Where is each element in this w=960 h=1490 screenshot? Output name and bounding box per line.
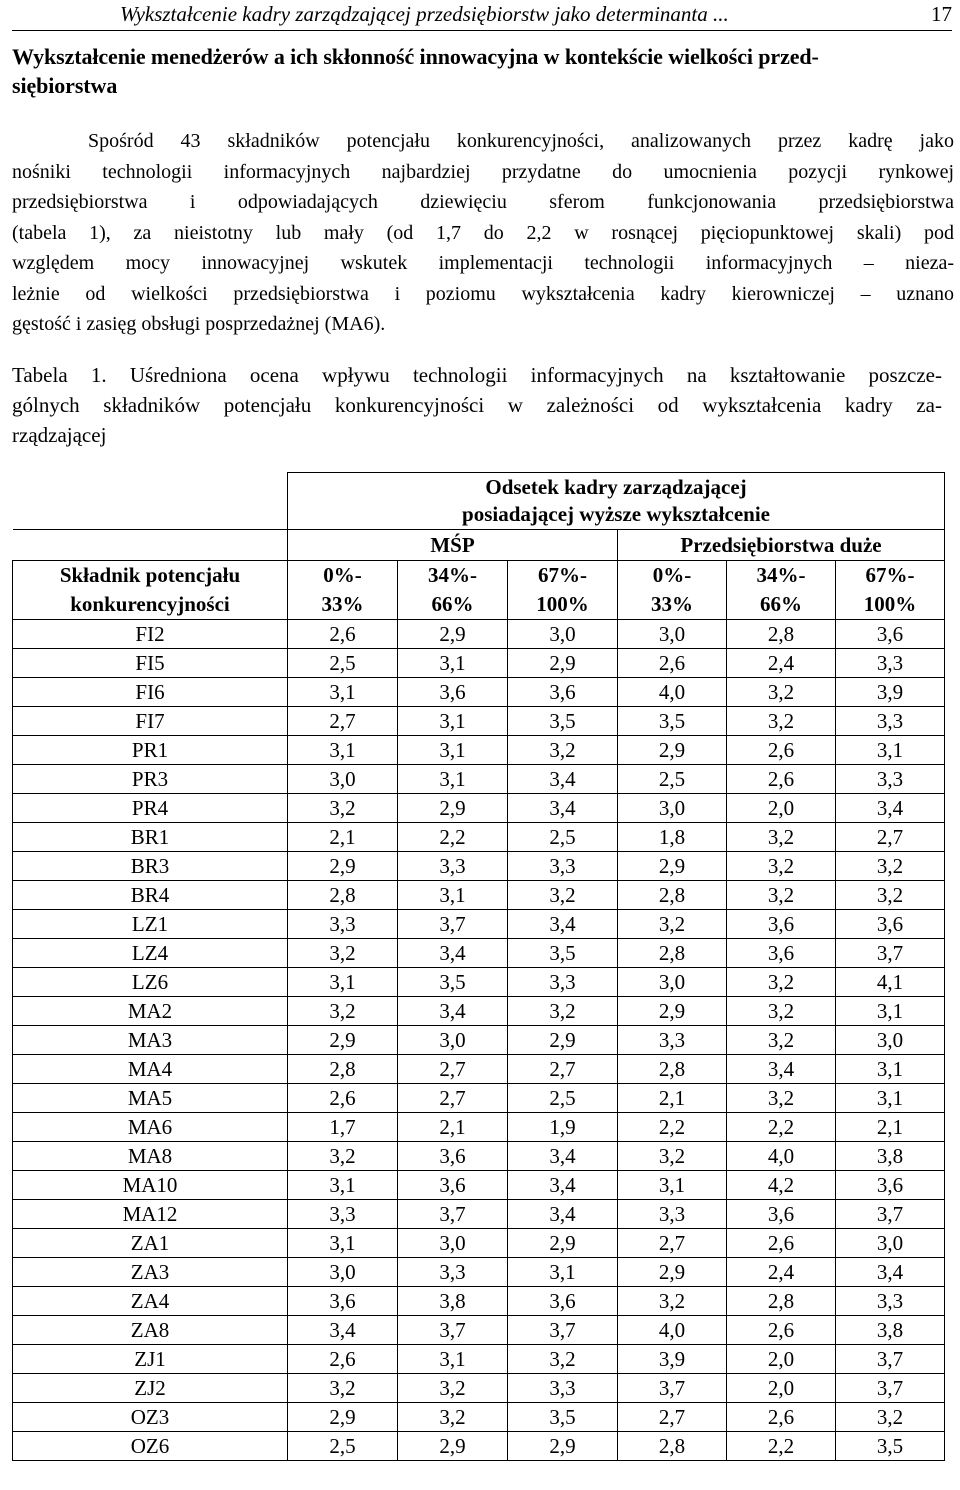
component-code-cell: MA2 xyxy=(13,997,288,1026)
score-cell: 2,1 xyxy=(618,1084,727,1113)
component-code-cell: ZA1 xyxy=(13,1229,288,1258)
group-header-line: Odsetek kadry zarządzającej xyxy=(485,475,747,499)
component-code-cell: MA12 xyxy=(13,1200,288,1229)
score-cell: 3,2 xyxy=(508,997,618,1026)
score-cell: 3,1 xyxy=(836,1055,945,1084)
component-code-cell: PR4 xyxy=(13,794,288,823)
score-cell: 3,1 xyxy=(288,678,398,707)
level-header-cell xyxy=(398,561,508,620)
score-cell: 3,2 xyxy=(836,881,945,910)
score-cell: 3,2 xyxy=(836,1403,945,1432)
component-code-cell: LZ1 xyxy=(13,910,288,939)
body-paragraph xyxy=(12,126,954,340)
score-cell: 3,7 xyxy=(398,1200,508,1229)
score-cell: 3,4 xyxy=(508,1142,618,1171)
score-cell: 3,5 xyxy=(618,707,727,736)
score-cell: 2,5 xyxy=(288,1432,398,1461)
score-cell: 3,6 xyxy=(836,1171,945,1200)
score-cell: 2,2 xyxy=(398,823,508,852)
paragraph-line: względem mocy innowacyjnej wskutek implementacji technologii informacyjnych – nieza- xyxy=(12,252,954,274)
score-cell: 2,9 xyxy=(288,1403,398,1432)
component-code-cell: FI5 xyxy=(13,649,288,678)
score-cell: 3,4 xyxy=(398,939,508,968)
caption-line: Tabela 1. Uśredniona ocena wpływu technologii informacyjnych na kształtowanie poszcze- xyxy=(12,363,942,387)
level-header-line: 34%- xyxy=(756,563,806,587)
row-header-cell xyxy=(13,561,288,620)
page-number: 17 xyxy=(931,2,952,26)
score-cell: 3,8 xyxy=(836,1316,945,1345)
level-header-line: 100% xyxy=(536,592,589,616)
score-cell: 2,6 xyxy=(288,620,398,649)
score-cell: 3,1 xyxy=(288,1229,398,1258)
table-row xyxy=(13,1287,945,1316)
data-table xyxy=(12,472,945,1461)
table-header-row xyxy=(13,561,945,620)
score-cell: 2,8 xyxy=(288,1055,398,1084)
component-code-cell: ZJ1 xyxy=(13,1345,288,1374)
component-code-cell: BR1 xyxy=(13,823,288,852)
score-cell: 3,4 xyxy=(508,765,618,794)
score-cell: 2,8 xyxy=(618,939,727,968)
score-cell: 2,5 xyxy=(288,649,398,678)
score-cell: 2,6 xyxy=(727,765,836,794)
score-cell: 3,7 xyxy=(398,1316,508,1345)
score-cell: 3,1 xyxy=(398,1345,508,1374)
paragraph-line: przedsiębiorstwa i odpowiadających dziewięciu sferom funkcjonowania przedsiębiorstwa xyxy=(12,191,954,213)
running-header xyxy=(12,0,952,31)
score-cell: 4,0 xyxy=(618,1316,727,1345)
score-cell: 3,5 xyxy=(508,939,618,968)
caption-line: gólnych składników potencjału konkurencyjności w zależności od wykształcenia kadry za- xyxy=(12,393,942,417)
score-cell: 2,9 xyxy=(288,1026,398,1055)
score-cell: 3,7 xyxy=(836,939,945,968)
score-cell: 3,1 xyxy=(398,736,508,765)
table-row xyxy=(13,678,945,707)
score-cell: 2,1 xyxy=(288,823,398,852)
component-code-cell: LZ6 xyxy=(13,968,288,997)
score-cell: 2,6 xyxy=(727,1403,836,1432)
score-cell: 3,0 xyxy=(836,1229,945,1258)
score-cell: 3,9 xyxy=(836,678,945,707)
score-cell: 3,3 xyxy=(288,1200,398,1229)
score-cell: 2,9 xyxy=(508,1229,618,1258)
score-cell: 3,1 xyxy=(618,1171,727,1200)
score-cell: 2,5 xyxy=(618,765,727,794)
score-cell: 2,4 xyxy=(727,1258,836,1287)
score-cell: 2,7 xyxy=(508,1055,618,1084)
component-code-cell: MA10 xyxy=(13,1171,288,1200)
score-cell: 3,4 xyxy=(836,794,945,823)
score-cell: 3,6 xyxy=(398,678,508,707)
score-cell: 3,3 xyxy=(836,707,945,736)
row-header-line: Składnik potencjału xyxy=(59,563,241,587)
score-cell: 2,6 xyxy=(618,649,727,678)
score-cell: 2,7 xyxy=(618,1403,727,1432)
score-cell: 2,6 xyxy=(727,1316,836,1345)
score-cell: 3,2 xyxy=(727,823,836,852)
score-cell: 3,4 xyxy=(508,794,618,823)
score-cell: 3,7 xyxy=(508,1316,618,1345)
score-cell: 4,1 xyxy=(836,968,945,997)
score-cell: 3,7 xyxy=(398,910,508,939)
score-cell: 2,6 xyxy=(727,1229,836,1258)
component-code-cell: OZ6 xyxy=(13,1432,288,1461)
score-cell: 2,9 xyxy=(508,1432,618,1461)
paragraph-line: nośniki technologii informacyjnych najbardziej przydatne do umocnienia pozycji rynkowej xyxy=(12,160,954,183)
level-header-cell xyxy=(727,561,836,620)
score-cell: 3,2 xyxy=(836,852,945,881)
score-cell: 3,2 xyxy=(727,997,836,1026)
score-cell: 3,4 xyxy=(288,1316,398,1345)
level-header-line: 66% xyxy=(760,592,802,616)
score-cell: 3,0 xyxy=(508,620,618,649)
score-cell: 2,1 xyxy=(398,1113,508,1142)
component-code-cell: BR4 xyxy=(13,881,288,910)
score-cell: 2,7 xyxy=(618,1229,727,1258)
score-cell: 3,4 xyxy=(727,1055,836,1084)
score-cell: 3,6 xyxy=(398,1142,508,1171)
score-cell: 3,6 xyxy=(508,678,618,707)
score-cell: 3,1 xyxy=(288,736,398,765)
score-cell: 3,3 xyxy=(398,1258,508,1287)
score-cell: 3,6 xyxy=(508,1287,618,1316)
component-code-cell: MA6 xyxy=(13,1113,288,1142)
score-cell: 2,8 xyxy=(288,881,398,910)
level-header-line: 67%- xyxy=(865,563,915,587)
score-cell: 3,2 xyxy=(288,794,398,823)
score-cell: 3,3 xyxy=(836,765,945,794)
table-row xyxy=(13,1026,945,1055)
level-header-line: 0%- xyxy=(652,563,692,587)
component-code-cell: FI2 xyxy=(13,620,288,649)
score-cell: 2,8 xyxy=(618,1432,727,1461)
table-row xyxy=(13,1374,945,1403)
section-heading xyxy=(12,42,942,100)
score-cell: 3,3 xyxy=(508,1374,618,1403)
paragraph-line: leżnie od wielkości przedsiębiorstwa i poziomu wykształcenia kadry kierowniczej – uznano xyxy=(12,282,954,305)
table-row xyxy=(13,1084,945,1113)
score-cell: 2,8 xyxy=(618,1055,727,1084)
component-code-cell: OZ3 xyxy=(13,1403,288,1432)
score-cell: 1,7 xyxy=(288,1113,398,1142)
table-row xyxy=(13,881,945,910)
table-row xyxy=(13,1142,945,1171)
score-cell: 3,1 xyxy=(836,1084,945,1113)
score-cell: 3,7 xyxy=(618,1374,727,1403)
score-cell: 3,0 xyxy=(618,968,727,997)
score-cell: 3,3 xyxy=(618,1026,727,1055)
score-cell: 3,1 xyxy=(836,736,945,765)
group-header-line: posiadającej wyższe wykształcenie xyxy=(462,502,770,526)
score-cell: 3,2 xyxy=(618,910,727,939)
score-cell: 2,9 xyxy=(618,1258,727,1287)
score-cell: 2,4 xyxy=(727,649,836,678)
score-cell: 3,2 xyxy=(727,968,836,997)
score-cell: 2,6 xyxy=(727,736,836,765)
score-cell: 3,7 xyxy=(836,1374,945,1403)
table-row xyxy=(13,736,945,765)
score-cell: 2,5 xyxy=(508,1084,618,1113)
score-cell: 3,4 xyxy=(508,1171,618,1200)
score-cell: 3,2 xyxy=(727,1026,836,1055)
table-row xyxy=(13,939,945,968)
section-heading-line: Wykształcenie menedżerów a ich skłonność innowacyjna w kontekście wielkości przed- xyxy=(12,44,819,69)
score-cell: 3,0 xyxy=(398,1026,508,1055)
score-cell: 2,7 xyxy=(836,823,945,852)
score-cell: 3,4 xyxy=(398,997,508,1026)
group-header-cell xyxy=(288,473,945,530)
score-cell: 3,3 xyxy=(508,968,618,997)
running-title: Wykształcenie kadry zarządzającej przedsiębiorstw jako determinanta ... xyxy=(120,2,729,26)
score-cell: 3,8 xyxy=(398,1287,508,1316)
level-header-line: 67%- xyxy=(538,563,587,587)
score-cell: 3,0 xyxy=(618,794,727,823)
score-cell: 3,2 xyxy=(727,881,836,910)
paragraph-line: gęstość i zasięg obsługi posprzedażnej (MA6). xyxy=(12,313,386,335)
score-cell: 2,6 xyxy=(288,1084,398,1113)
score-cell: 3,6 xyxy=(727,910,836,939)
component-code-cell: MA5 xyxy=(13,1084,288,1113)
score-cell: 3,2 xyxy=(727,707,836,736)
table-row xyxy=(13,1316,945,1345)
score-cell: 3,1 xyxy=(508,1258,618,1287)
component-code-cell: FI6 xyxy=(13,678,288,707)
score-cell: 3,2 xyxy=(508,881,618,910)
level-header-line: 33% xyxy=(651,592,693,616)
score-cell: 3,0 xyxy=(288,765,398,794)
score-cell: 3,3 xyxy=(398,852,508,881)
score-cell: 2,5 xyxy=(508,823,618,852)
level-header-cell xyxy=(618,561,727,620)
score-cell: 2,9 xyxy=(508,649,618,678)
score-cell: 4,0 xyxy=(727,1142,836,1171)
score-cell: 3,6 xyxy=(836,910,945,939)
score-cell: 3,5 xyxy=(836,1432,945,1461)
score-cell: 3,4 xyxy=(508,910,618,939)
score-cell: 3,5 xyxy=(508,707,618,736)
table-row xyxy=(13,1200,945,1229)
score-cell: 2,2 xyxy=(618,1113,727,1142)
table-row xyxy=(13,794,945,823)
score-cell: 2,9 xyxy=(618,736,727,765)
score-cell: 1,8 xyxy=(618,823,727,852)
level-header-line: 66% xyxy=(431,592,474,616)
table-body xyxy=(13,473,945,1461)
score-cell: 3,6 xyxy=(288,1287,398,1316)
component-code-cell: ZA8 xyxy=(13,1316,288,1345)
score-cell: 2,2 xyxy=(727,1432,836,1461)
score-cell: 2,9 xyxy=(398,620,508,649)
table-header-row xyxy=(13,530,945,561)
table-row xyxy=(13,1432,945,1461)
score-cell: 2,0 xyxy=(727,1374,836,1403)
component-code-cell: ZA4 xyxy=(13,1287,288,1316)
score-cell: 2,8 xyxy=(727,620,836,649)
table-row xyxy=(13,1171,945,1200)
score-cell: 3,3 xyxy=(288,910,398,939)
size-group-header: Przedsiębiorstwa duże xyxy=(618,530,945,561)
score-cell: 3,3 xyxy=(508,852,618,881)
score-cell: 3,5 xyxy=(398,968,508,997)
table-caption xyxy=(12,360,942,450)
table-row xyxy=(13,620,945,649)
score-cell: 3,0 xyxy=(618,620,727,649)
level-header-cell xyxy=(288,561,398,620)
score-cell: 2,8 xyxy=(618,881,727,910)
table-header-row xyxy=(13,473,945,530)
score-cell: 2,0 xyxy=(727,794,836,823)
table-row xyxy=(13,997,945,1026)
score-cell: 3,1 xyxy=(398,707,508,736)
score-cell: 2,7 xyxy=(398,1055,508,1084)
score-cell: 3,3 xyxy=(836,649,945,678)
score-cell: 3,7 xyxy=(836,1200,945,1229)
score-cell: 3,7 xyxy=(836,1345,945,1374)
table-row xyxy=(13,968,945,997)
score-cell: 2,7 xyxy=(288,707,398,736)
level-header-line: 0%- xyxy=(323,563,362,587)
score-cell: 3,2 xyxy=(288,997,398,1026)
score-cell: 3,5 xyxy=(508,1403,618,1432)
score-cell: 2,7 xyxy=(398,1084,508,1113)
table-row xyxy=(13,1345,945,1374)
score-cell: 2,6 xyxy=(288,1345,398,1374)
component-code-cell: ZA3 xyxy=(13,1258,288,1287)
table-row xyxy=(13,1229,945,1258)
score-cell: 3,6 xyxy=(398,1171,508,1200)
score-cell: 3,2 xyxy=(398,1403,508,1432)
score-cell: 3,4 xyxy=(836,1258,945,1287)
table-row xyxy=(13,910,945,939)
component-code-cell: LZ4 xyxy=(13,939,288,968)
score-cell: 3,2 xyxy=(398,1374,508,1403)
score-cell: 3,0 xyxy=(398,1229,508,1258)
table-row xyxy=(13,823,945,852)
component-code-cell: PR1 xyxy=(13,736,288,765)
score-cell: 3,2 xyxy=(618,1142,727,1171)
size-group-header: MŚP xyxy=(288,530,618,561)
score-cell: 3,2 xyxy=(727,852,836,881)
score-cell: 3,3 xyxy=(836,1287,945,1316)
score-cell: 3,6 xyxy=(836,620,945,649)
score-cell: 3,2 xyxy=(288,939,398,968)
table-row xyxy=(13,1403,945,1432)
table-row xyxy=(13,765,945,794)
score-cell: 2,9 xyxy=(618,997,727,1026)
section-heading-line: siębiorstwa xyxy=(12,73,118,98)
component-code-cell: MA8 xyxy=(13,1142,288,1171)
score-cell: 3,2 xyxy=(288,1374,398,1403)
score-cell: 3,6 xyxy=(727,939,836,968)
score-cell: 2,8 xyxy=(727,1287,836,1316)
score-cell: 3,2 xyxy=(508,736,618,765)
paragraph-line: (tabela 1), za nieistotny lub mały (od 1,7 do 2,2 w rosnącej pięciopunktowej skali) pod xyxy=(12,221,954,244)
score-cell: 3,1 xyxy=(288,1171,398,1200)
score-cell: 4,2 xyxy=(727,1171,836,1200)
component-code-cell: BR3 xyxy=(13,852,288,881)
score-cell: 3,0 xyxy=(288,1258,398,1287)
level-header-line: 34%- xyxy=(428,563,477,587)
empty-corner-cell xyxy=(13,530,288,561)
component-code-cell: ZJ2 xyxy=(13,1374,288,1403)
score-cell: 3,1 xyxy=(836,997,945,1026)
score-cell: 1,9 xyxy=(508,1113,618,1142)
score-cell: 3,0 xyxy=(836,1026,945,1055)
score-cell: 3,1 xyxy=(398,765,508,794)
score-cell: 3,1 xyxy=(398,881,508,910)
score-cell: 3,9 xyxy=(618,1345,727,1374)
score-cell: 2,9 xyxy=(288,852,398,881)
table-row xyxy=(13,1055,945,1084)
table-row xyxy=(13,852,945,881)
score-cell: 3,1 xyxy=(288,968,398,997)
score-cell: 3,1 xyxy=(398,649,508,678)
score-cell: 3,8 xyxy=(836,1142,945,1171)
score-cell: 2,9 xyxy=(508,1026,618,1055)
score-cell: 2,2 xyxy=(727,1113,836,1142)
score-cell: 3,2 xyxy=(288,1142,398,1171)
paragraph-line: Spośród 43 składników potencjału konkurencyjności, analizowanych przez kadrę jako xyxy=(88,130,954,152)
score-cell: 2,9 xyxy=(398,1432,508,1461)
score-cell: 3,6 xyxy=(727,1200,836,1229)
score-cell: 2,1 xyxy=(836,1113,945,1142)
score-cell: 4,0 xyxy=(618,678,727,707)
caption-line: rządzającej xyxy=(12,423,107,447)
score-cell: 3,2 xyxy=(508,1345,618,1374)
score-cell: 3,2 xyxy=(727,1084,836,1113)
score-cell: 3,2 xyxy=(618,1287,727,1316)
level-header-cell xyxy=(836,561,945,620)
component-code-cell: FI7 xyxy=(13,707,288,736)
table-row xyxy=(13,707,945,736)
table-row xyxy=(13,1258,945,1287)
level-header-line: 33% xyxy=(321,592,364,616)
score-cell: 3,3 xyxy=(618,1200,727,1229)
row-header-line: konkurencyjności xyxy=(70,592,230,616)
score-cell: 2,9 xyxy=(618,852,727,881)
level-header-line: 100% xyxy=(863,592,917,616)
component-code-cell: MA3 xyxy=(13,1026,288,1055)
component-code-cell: MA4 xyxy=(13,1055,288,1084)
table-row xyxy=(13,1113,945,1142)
score-cell: 2,0 xyxy=(727,1345,836,1374)
score-cell: 3,4 xyxy=(508,1200,618,1229)
empty-corner-cell xyxy=(13,473,288,530)
table-row xyxy=(13,649,945,678)
component-code-cell: PR3 xyxy=(13,765,288,794)
score-cell: 3,2 xyxy=(727,678,836,707)
level-header-cell xyxy=(508,561,618,620)
score-cell: 2,9 xyxy=(398,794,508,823)
